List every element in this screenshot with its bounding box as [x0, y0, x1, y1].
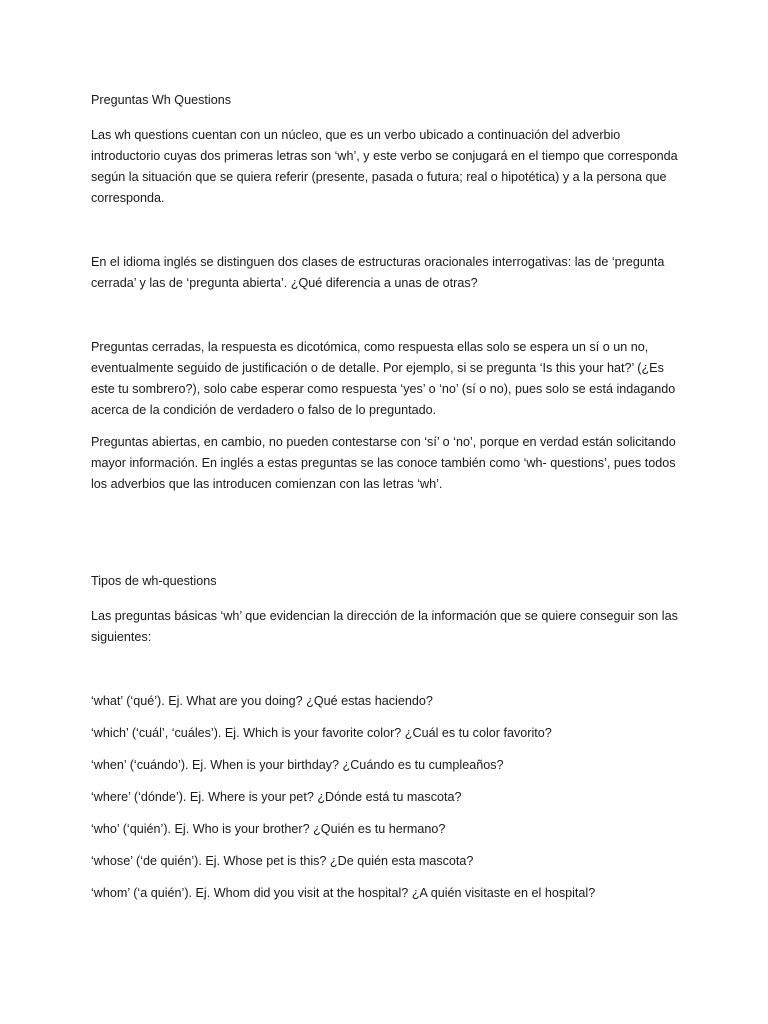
paragraph-closed-questions: Preguntas cerradas, la respuesta es dicotómica, como respuesta ellas solo se espera un sí o un no, eventualmente seguido de justificación o de detalle. Por ejemplo, si se pregunta ‘Is this your hat?’ (¿Es este tu sombrero?), solo cabe esperar como respuesta ‘yes’ o ‘no’ (sí o no), pues solo se está indagando acerca de la condición de verdadero o falso de lo preguntado.	[91, 340, 676, 417]
example-where: ‘where’ (‘dónde’). Ej. Where is your pet? ¿Dónde está tu mascota?	[91, 790, 462, 804]
example-which: ‘which’ (‘cuál’, ‘cuáles’). Ej. Which is your favorite color? ¿Cuál es tu color favorito?	[91, 726, 552, 740]
document-title: Preguntas Wh Questions	[91, 93, 232, 107]
example-what: ‘what’ (‘qué’). Ej. What are you doing? ¿Qué estas haciendo?	[91, 694, 433, 708]
example-who: ‘who’ (‘quién’). Ej. Who is your brother? ¿Quién es tu hermano?	[91, 822, 446, 836]
document-body	[91, 90, 691, 915]
paragraph-basic-questions: Las preguntas básicas ‘wh’ que evidencian la dirección de la información que se quiere conseguir son las siguientes:	[91, 609, 678, 644]
paragraph-open-questions: Preguntas abiertas, en cambio, no pueden contestarse con ‘sí’ o ‘no’, porque en verdad están solicitando mayor información. En inglés a estas preguntas se las conoce también como ‘wh- questions’, pues todos los adverbios que las introducen comienzan con las letras ‘wh’.	[91, 435, 676, 491]
example-whose: ‘whose’ (‘de quién’). Ej. Whose pet is this? ¿De quién esta mascota?	[91, 854, 474, 868]
paragraph-question-classes: En el idioma inglés se distinguen dos clases de estructuras oracionales interrogativas: las de ‘pregunta cerrada’ y las de ‘pregunta abierta’. ¿Qué diferencia a unas de otras?	[91, 255, 665, 290]
section-subtitle: Tipos de wh-questions	[91, 574, 217, 588]
example-when: ‘when’ (‘cuándo’). Ej. When is your birthday? ¿Cuándo es tu cumpleaños?	[91, 758, 504, 772]
example-whom: ‘whom’ (‘a quién’). Ej. Whom did you visit at the hospital? ¿A quién visitaste en el hospital?	[91, 886, 596, 900]
paragraph-intro: Las wh questions cuentan con un núcleo, que es un verbo ubicado a continuación del adverbio introductorio cuyas dos primeras letras son ‘wh’, y este verbo se conjugará en el tiempo que corresponda según la situación que se quiera referir (presente, pasada o futura; real o hipotética) y a la persona que corresponda.	[91, 128, 678, 205]
